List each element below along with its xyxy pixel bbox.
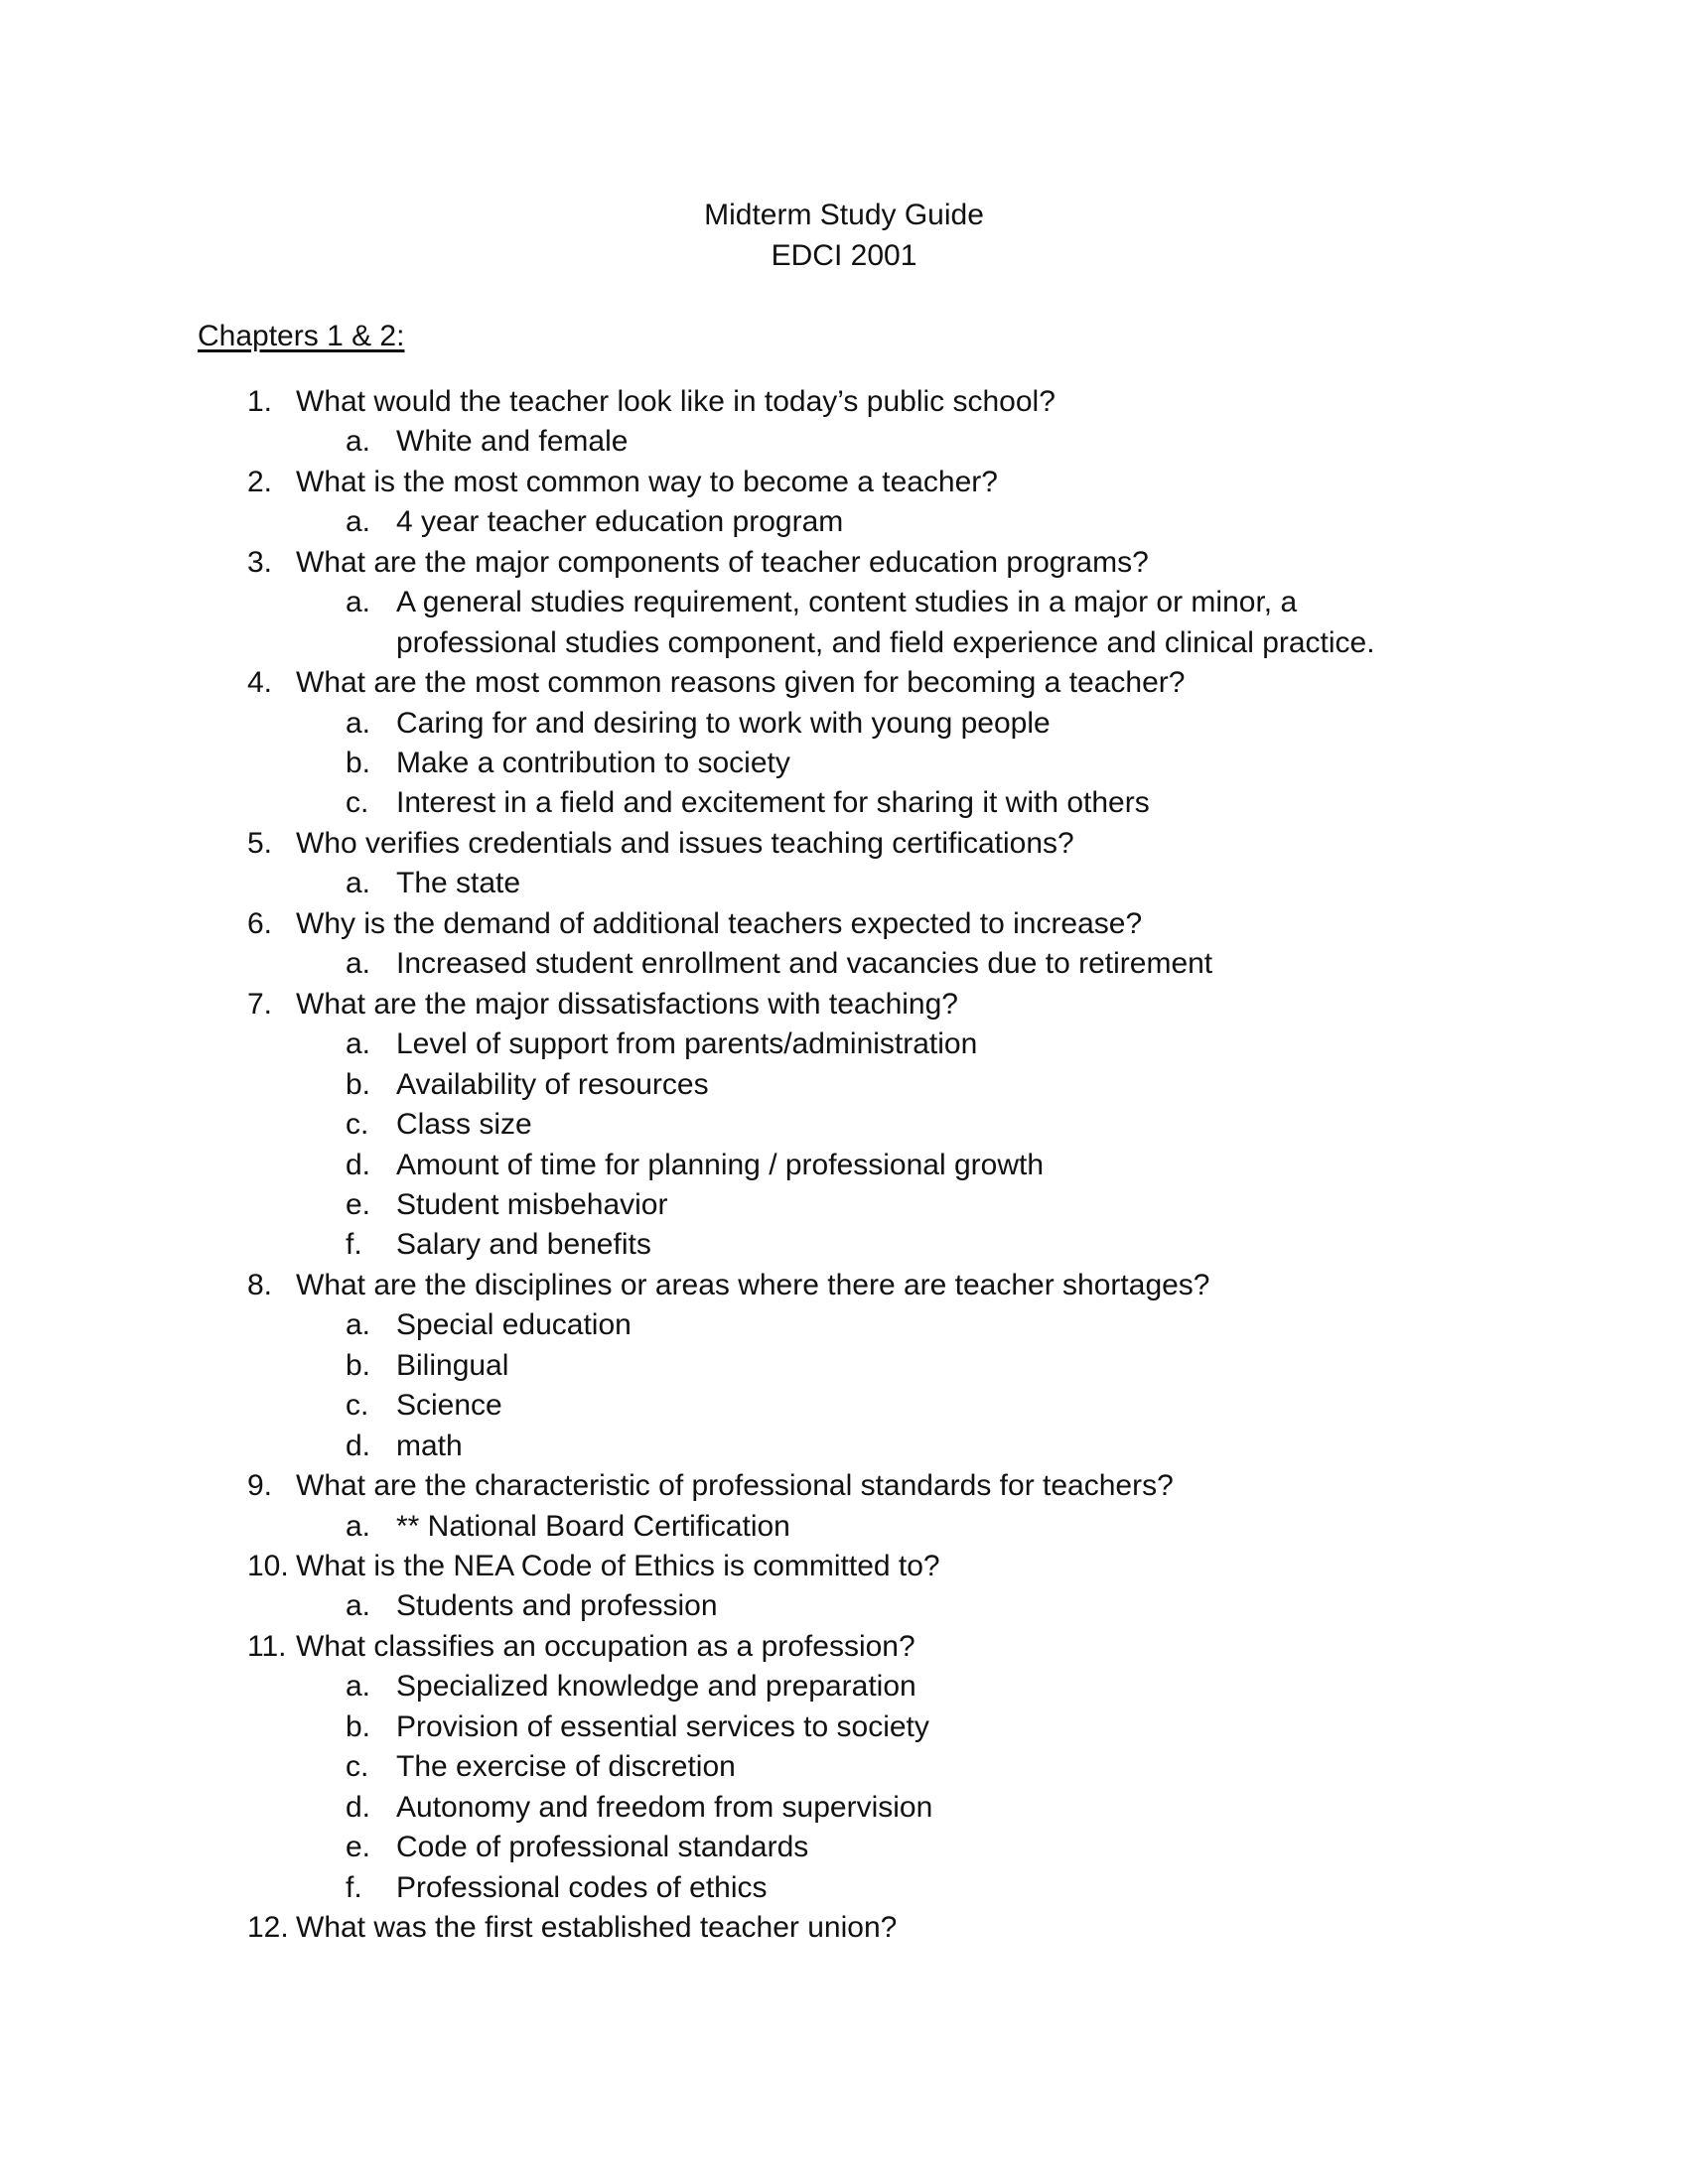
answer-text: Availability of resources [396, 1067, 709, 1101]
question-item [0, 904, 1688, 944]
question-item [0, 1908, 1688, 1948]
answer-text: Make a contribution to society [396, 747, 790, 780]
question-number: 10. [247, 1550, 289, 1582]
question-item [0, 824, 1688, 864]
answer-item [0, 1024, 1688, 1064]
question-text: What is the NEA Code of Ethics is committed to? [296, 1550, 940, 1582]
question-item [0, 1466, 1688, 1506]
question-number: 12. [247, 1911, 289, 1945]
question-number: 8. [247, 1268, 273, 1301]
question-item [0, 663, 1688, 703]
answer-letter: e. [346, 1187, 371, 1221]
question-text: What are the most common reasons given for becoming a teacher? [296, 666, 1186, 700]
answer-text: Special education [396, 1308, 632, 1342]
answer-letter: a. [346, 1027, 371, 1061]
question-text: Why is the demand of additional teachers expected to increase? [296, 906, 1143, 940]
answer-text: ** National Board Certification [396, 1509, 790, 1543]
answer-item [0, 1868, 1688, 1908]
question-number: 11. [247, 1629, 287, 1663]
answer-text: Specialized knowledge and preparation [396, 1670, 916, 1704]
answer-letter: b. [346, 747, 371, 780]
answer-item [0, 1707, 1688, 1747]
document-title: Midterm Study Guide [704, 199, 984, 231]
question-item [0, 1627, 1688, 1667]
answer-text: 4 year teacher education program [396, 505, 844, 539]
answer-item [0, 1225, 1688, 1265]
question-item [0, 463, 1688, 502]
answer-item [0, 944, 1688, 984]
answer-item [0, 1667, 1688, 1706]
answer-text: Code of professional standards [396, 1831, 809, 1864]
answer-text: Student misbehavior [396, 1187, 668, 1221]
answer-letter: f. [346, 1228, 362, 1262]
question-text: What are the major dissatisfactions with teaching? [296, 987, 958, 1021]
answer-letter: e. [346, 1831, 371, 1864]
answer-text: A general studies requirement, content studies in a major or minor, a professional studies component, and field experience and clinical practice. [396, 586, 1375, 659]
answer-letter: a. [346, 947, 371, 981]
answer-item [0, 1146, 1688, 1185]
answer-letter: c. [346, 1108, 369, 1142]
question-item [0, 543, 1688, 583]
answer-letter: a. [346, 505, 371, 539]
answer-letter: b. [346, 1709, 371, 1743]
answer-item [0, 1105, 1688, 1145]
answer-text: Class size [396, 1108, 532, 1142]
answer-item [0, 1788, 1688, 1828]
answer-letter: b. [346, 1067, 371, 1101]
answer-item [0, 502, 1688, 542]
answer-letter: a. [346, 586, 371, 619]
answer-item [0, 1586, 1688, 1626]
question-text: What was the first established teacher union? [296, 1911, 898, 1945]
answer-text: Amount of time for planning / professional growth [396, 1148, 1045, 1181]
answer-letter: d. [346, 1148, 371, 1181]
answer-text: Interest in a field and excitement for sharing it with others [396, 786, 1150, 820]
question-number: 3. [247, 545, 273, 579]
answer-item [0, 864, 1688, 903]
answer-item [0, 1346, 1688, 1386]
answer-item [0, 1427, 1688, 1466]
answer-text: math [396, 1429, 463, 1462]
answer-letter: a. [346, 1589, 371, 1623]
answer-letter: a. [346, 1308, 371, 1342]
answer-text: The state [396, 867, 521, 900]
answer-text: Bilingual [396, 1348, 509, 1382]
answer-letter: d. [346, 1790, 371, 1824]
answer-text: Students and profession [396, 1589, 718, 1623]
question-number: 4. [247, 666, 273, 700]
answer-text: The exercise of discretion [396, 1750, 736, 1784]
question-item [0, 1547, 1688, 1586]
answer-item [0, 1305, 1688, 1345]
question-text: What are the disciplines or areas where there are teacher shortages? [296, 1268, 1210, 1301]
answer-item [0, 1507, 1688, 1547]
question-text: What classifies an occupation as a profession? [296, 1629, 915, 1663]
answer-text: Caring for and desiring to work with young people [396, 706, 1051, 740]
question-list [0, 382, 1688, 1948]
question-text: What would the teacher look like in today’s public school? [296, 385, 1055, 418]
answer-item [0, 1065, 1688, 1105]
answer-letter: c. [346, 1750, 369, 1784]
answer-item [0, 744, 1688, 783]
answer-letter: b. [346, 1348, 371, 1382]
answer-item [0, 1185, 1688, 1225]
question-item [0, 1266, 1688, 1305]
answer-item [0, 1747, 1688, 1787]
answer-text: Autonomy and freedom from supervision [396, 1790, 933, 1824]
answer-letter: f. [346, 1870, 362, 1904]
question-item [0, 985, 1688, 1024]
title-block [0, 195, 1688, 276]
question-text: What are the characteristic of professional standards for teachers? [296, 1469, 1174, 1503]
question-number: 1. [247, 385, 273, 418]
answer-letter: c. [346, 786, 369, 820]
answer-letter: a. [346, 706, 371, 740]
answer-letter: a. [346, 425, 371, 459]
answer-letter: d. [346, 1429, 371, 1462]
answer-item [0, 783, 1688, 823]
answer-text: Science [396, 1389, 502, 1423]
answer-text: Professional codes of ethics [396, 1870, 768, 1904]
answer-item [0, 1828, 1688, 1867]
question-text: What is the most common way to become a teacher? [296, 465, 998, 498]
answer-text: Salary and benefits [396, 1228, 651, 1262]
question-number: 7. [247, 987, 273, 1021]
answer-item [0, 422, 1688, 462]
answer-letter: a. [346, 1670, 371, 1704]
question-item [0, 382, 1688, 422]
question-number: 6. [247, 906, 273, 940]
answer-letter: c. [346, 1389, 369, 1423]
section-heading: Chapters 1 & 2: [198, 320, 405, 352]
answer-item [0, 704, 1688, 744]
answer-item [0, 583, 1688, 663]
answer-text: White and female [396, 425, 629, 459]
answer-text: Provision of essential services to society [396, 1709, 929, 1743]
answer-item [0, 1386, 1688, 1426]
question-number: 5. [247, 826, 273, 860]
question-text: What are the major components of teacher education programs? [296, 545, 1149, 579]
answer-text: Increased student enrollment and vacancies due to retirement [396, 947, 1213, 981]
question-number: 2. [247, 465, 273, 498]
question-number: 9. [247, 1469, 273, 1503]
course-code: EDCI 2001 [771, 239, 917, 272]
answer-text: Level of support from parents/administration [396, 1027, 978, 1061]
question-text: Who verifies credentials and issues teaching certifications? [296, 826, 1074, 860]
answer-letter: a. [346, 867, 371, 900]
answer-letter: a. [346, 1509, 371, 1543]
